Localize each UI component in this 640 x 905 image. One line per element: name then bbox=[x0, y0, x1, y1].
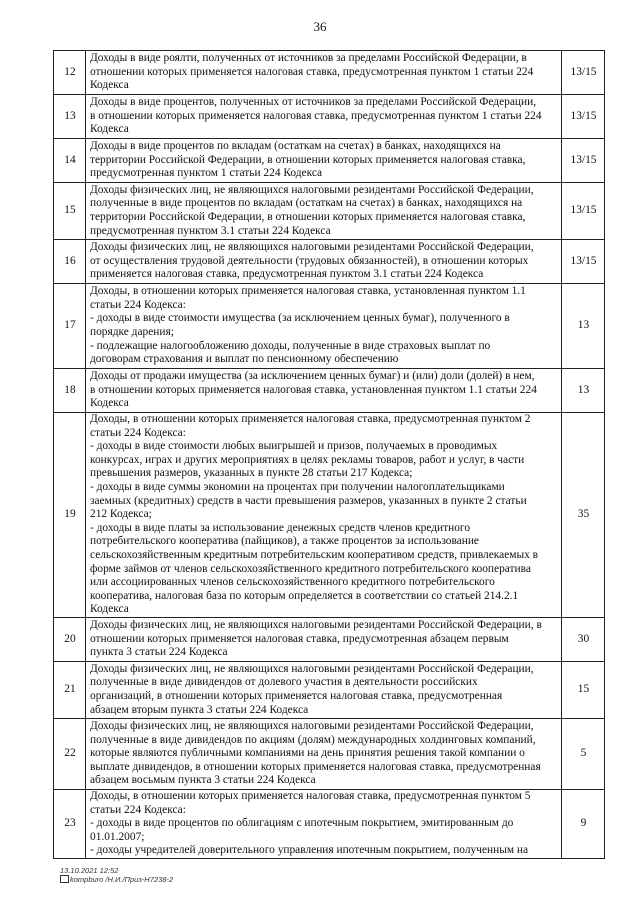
description-line: отношении которых применяется налоговая ставка, предусмотренная пунктом 1 статьи 224 bbox=[90, 65, 534, 78]
description-line: Доходы физических лиц, не являющихся налоговыми резидентами Российской Федерации, bbox=[90, 241, 534, 254]
income-description bbox=[86, 661, 562, 718]
row-number: 18 bbox=[54, 369, 86, 413]
description-line: кооператива, налоговая база по которым определяется в соответствии со статьей 214.2.1 bbox=[90, 589, 519, 602]
budget-code: 9 bbox=[562, 789, 605, 858]
description-line: Доходы в виде роялти, полученных от источников за пределами Российской Федерации, в bbox=[90, 52, 527, 65]
table-row bbox=[54, 369, 605, 413]
income-description bbox=[86, 95, 562, 139]
description-line: Кодекса bbox=[90, 397, 129, 410]
row-number: 17 bbox=[54, 284, 86, 369]
description-line: территории Российской Федерации, в отношении которых применяется налоговая ставка, bbox=[90, 211, 526, 223]
table-row bbox=[54, 617, 605, 661]
page-number: 36 bbox=[313, 19, 327, 34]
income-description bbox=[86, 240, 562, 284]
description-line: полученные в виде дивидендов по акциям (долям) международных холдинговых компаний, bbox=[90, 733, 536, 746]
budget-code: 13 bbox=[562, 369, 605, 413]
description-line: - доходы в виде процентов по облигациям с ипотечным покрытием, эмитированным до bbox=[90, 817, 514, 830]
description-line: полученные в виде дивидендов от долевого участия в деятельности российских bbox=[90, 676, 478, 689]
description-line: - подлежащие налогообложению доходы, полученные в виде страховых выплат по bbox=[90, 339, 491, 352]
budget-code: 30 bbox=[562, 617, 605, 661]
table-row bbox=[54, 661, 605, 718]
description-line: Доходы в виде процентов по вкладам (остаткам на счетах) в банках, находящихся на bbox=[90, 140, 501, 153]
document-footer bbox=[60, 866, 173, 884]
row-number: 15 bbox=[54, 183, 86, 240]
description-line: Доходы физических лиц, не являющихся налоговыми резидентами Российской Федерации, bbox=[90, 662, 534, 675]
income-description bbox=[86, 718, 562, 789]
row-number: 23 bbox=[54, 789, 86, 858]
table-row bbox=[54, 240, 605, 284]
footer-timestamp: 13.10.2021 12:52 bbox=[60, 866, 119, 875]
description-line: сельскохозяйственным кредитным потребительским кооперативом средств, привлекаемых в bbox=[90, 548, 539, 561]
description-line: 01.01.2007; bbox=[90, 830, 145, 843]
description-line: Доходы от продажи имущества (за исключением ценных бумаг) и (или) доли (долей) в нем, bbox=[90, 370, 535, 383]
description-line: конкурсах, играх и других мероприятиях в целях рекламы товаров, работ и услуг, в части bbox=[90, 453, 525, 466]
description-line: Доходы, в отношении которых применяется налоговая ставка, предусмотренная пунктом 2 bbox=[90, 413, 531, 425]
description-line: абзацем восьмым пункта 3 статьи 224 Кодекса bbox=[90, 774, 316, 787]
description-line: - доходы в виде суммы экономии на процентах при получении налогоплательщиками bbox=[90, 480, 505, 493]
description-line: в отношении которых применяется налоговая ставка, предусмотренная пунктом 1 статьи 224 bbox=[90, 109, 542, 122]
table-row bbox=[54, 139, 605, 183]
row-number: 19 bbox=[54, 413, 86, 618]
budget-code: 13/15 bbox=[562, 139, 605, 183]
description-line: отношении которых применяется налоговая ставка, предусмотренная абзацем первым bbox=[90, 632, 509, 645]
budget-code: 13/15 bbox=[562, 95, 605, 139]
row-number: 21 bbox=[54, 661, 86, 718]
description-line: форме займов от членов сельскохозяйственного кредитного потребительского кооператива bbox=[90, 562, 531, 575]
budget-code: 13/15 bbox=[562, 240, 605, 284]
income-description bbox=[86, 139, 562, 183]
description-line: договорам страхования и выплат по пенсионному обеспечению bbox=[90, 353, 399, 366]
budget-code: 35 bbox=[562, 413, 605, 618]
budget-code: 13/15 bbox=[562, 183, 605, 240]
description-line: которые являются публичными компаниями на день принятия решения такой компании о bbox=[90, 747, 525, 760]
description-line: предусмотренная пунктом 1 статьи 224 Кодекса bbox=[90, 167, 323, 180]
description-line: статьи 224 Кодекса: bbox=[90, 298, 186, 311]
row-number: 16 bbox=[54, 240, 86, 284]
table-row bbox=[54, 51, 605, 95]
description-line: применяется налоговая ставка, предусмотренная пунктом 3.1 статьи 224 Кодекса bbox=[90, 268, 484, 281]
row-number: 13 bbox=[54, 95, 86, 139]
table-row bbox=[54, 95, 605, 139]
table-row bbox=[54, 718, 605, 789]
description-line: потребительского кооператива (пайщиков), а также процентов за использование bbox=[90, 535, 479, 548]
income-description bbox=[86, 617, 562, 661]
budget-code: 5 bbox=[562, 718, 605, 789]
income-description bbox=[86, 183, 562, 240]
description-line: или ассоциированных членов сельскохозяйственного кредитного потребительского bbox=[90, 576, 495, 589]
table-row bbox=[54, 183, 605, 240]
description-line: - доходы в виде стоимости любых выигрышей и призов, получаемых в проводимых bbox=[90, 440, 498, 453]
row-number: 22 bbox=[54, 718, 86, 789]
budget-code: 13 bbox=[562, 284, 605, 369]
description-line: Доходы, в отношении которых применяется налоговая ставка, установленная пунктом 1.1 bbox=[90, 285, 526, 298]
description-line: - доходы в виде платы за использование денежных средств членов кредитного bbox=[90, 521, 471, 534]
description-line: Кодекса bbox=[90, 603, 129, 616]
description-line: Кодекса bbox=[90, 79, 129, 92]
description-line: Доходы в виде процентов, полученных от источников за пределами Российской Федерации, bbox=[90, 96, 537, 109]
description-line: превышения размеров, указанных в пункте 28 статьи 217 Кодекса; bbox=[90, 467, 413, 480]
description-line: Доходы физических лиц, не являющихся налоговыми резидентами Российской Федерации, в bbox=[90, 619, 542, 632]
description-line: абзацем вторым пункта 3 статьи 224 Кодекса bbox=[90, 703, 309, 716]
table-row bbox=[54, 284, 605, 369]
table-row bbox=[54, 789, 605, 858]
footer-doc-line bbox=[60, 875, 173, 884]
description-line: предусмотренная пунктом 3.1 статьи 224 Кодекса bbox=[90, 224, 331, 237]
description-line: полученные в виде процентов по вкладам (остаткам на счетах) в банках, находящихся на bbox=[90, 197, 523, 210]
description-line: статьи 224 Кодекса: bbox=[90, 803, 186, 816]
description-line: 212 Кодекса; bbox=[90, 508, 152, 521]
description-line: - доходы учредителей доверительного управления ипотечным покрытием, полученным на bbox=[90, 844, 529, 857]
row-number: 14 bbox=[54, 139, 86, 183]
income-description bbox=[86, 284, 562, 369]
table-row bbox=[54, 413, 605, 618]
description-line: пункта 3 статьи 224 Кодекса bbox=[90, 646, 228, 659]
description-line: заемных (кредитных) средств в части превышения размеров, указанных в пункте 2 статьи bbox=[90, 494, 527, 507]
description-line: от осуществления трудовой деятельности (трудовых обязанностей), в отношении которых bbox=[90, 254, 529, 267]
budget-code: 13/15 bbox=[562, 51, 605, 95]
description-line: Доходы физических лиц, не являющихся налоговыми резидентами Российской Федерации, bbox=[90, 719, 534, 732]
description-line: Доходы физических лиц, не являющихся налоговыми резидентами Российской Федерации, bbox=[90, 183, 534, 196]
budget-code: 15 bbox=[562, 661, 605, 718]
footer-doc-ref: kompburo /Н.И./Приз-Н7238-2 bbox=[70, 875, 174, 884]
description-line: территории Российской Федерации, в отношении которых применяется налоговая ставка, bbox=[90, 153, 526, 166]
description-line: статьи 224 Кодекса: bbox=[90, 426, 186, 439]
description-line: в отношении которых применяется налоговая ставка, установленная пунктом 1.1 статьи 224 bbox=[90, 383, 537, 396]
description-line: выплате дивидендов, в отношении которых применяется налоговая ставка, предусмотренная bbox=[90, 760, 541, 773]
income-codes-table bbox=[53, 50, 605, 859]
description-line: порядке дарения; bbox=[90, 326, 174, 338]
description-line: организаций, в отношении которых применяется налоговая ставка, предусмотренная bbox=[90, 689, 503, 702]
description-line: Доходы, в отношении которых применяется налоговая ставка, предусмотренная пунктом 5 bbox=[90, 789, 531, 802]
row-number: 12 bbox=[54, 51, 86, 95]
description-line: - доходы в виде стоимости имущества (за исключением ценных бумаг), полученного в bbox=[90, 312, 510, 325]
income-description bbox=[86, 413, 562, 618]
income-description bbox=[86, 369, 562, 413]
income-description bbox=[86, 51, 562, 95]
description-line: Кодекса bbox=[90, 123, 129, 136]
income-description bbox=[86, 789, 562, 858]
row-number: 20 bbox=[54, 617, 86, 661]
mail-icon bbox=[60, 875, 69, 883]
